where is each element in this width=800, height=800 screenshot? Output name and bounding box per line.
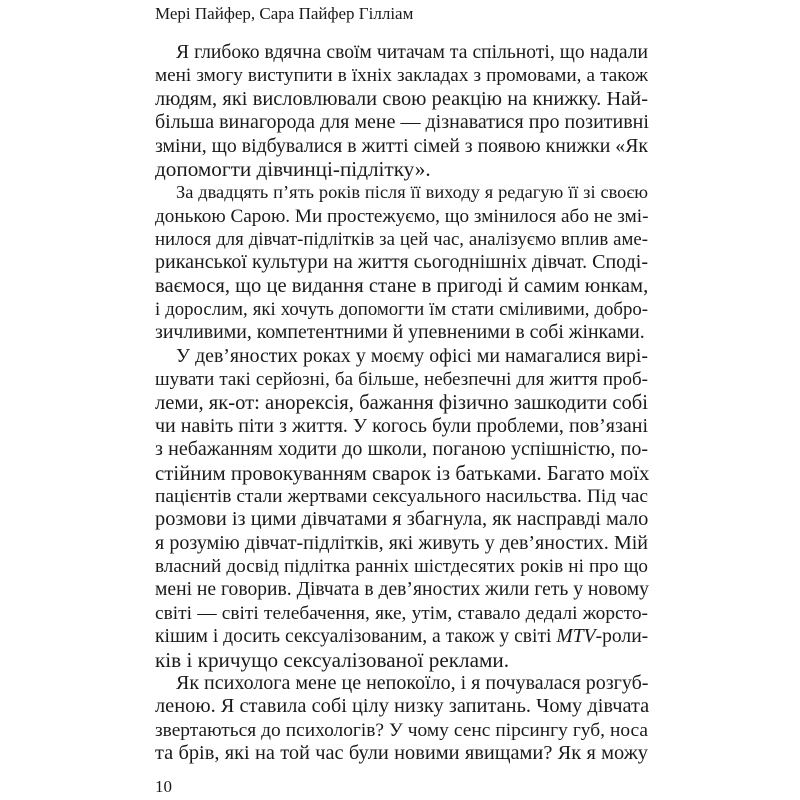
text-line: чи навіть піти з життя. У когось були проблеми, пов’язані <box>155 414 648 437</box>
text-line: Я глибоко вдячна своїм читачам та спільноті, що надали <box>176 42 648 63</box>
text-line: стійним провокуванням сварок із батьками. Багато моїх <box>155 461 650 485</box>
text-line: та брів, які на той час були новими явищами? Як я можу <box>155 742 648 764</box>
text-line: власний досвід підлітка ранніх шістдесятих років ні про що <box>155 556 648 578</box>
text-line: мені не говорив. Дівчата в дев’яностих жили геть у новому <box>155 579 649 601</box>
text-line: людям, які висловлювали свою реакцію на книжку. Най- <box>155 87 648 110</box>
text-line: риканської культури на життя сьогоднішніх дівчат. Сподi- <box>155 251 648 274</box>
text-line: з небажанням ходити до школи, поганою успішністю, по- <box>155 438 648 461</box>
mtv-italic: MTV <box>556 626 596 648</box>
text-line: ків і кричущо сексуалізованої реклами. <box>155 647 510 672</box>
text-line: У дев’яностих роках у моєму офісі ми намагалися вирі- <box>176 344 648 367</box>
page-number: 10 <box>155 777 172 796</box>
text-line: шувати такі серйозні, ба більше, небезпечні для життя проб- <box>155 369 648 391</box>
text-line: нилося для дівчат-підлітків за цей час, аналізуємо вплив аме- <box>155 228 648 250</box>
text-line: я розумію дівчат-підлітків, які живуть у дев’яностих. Мій <box>155 531 648 554</box>
text-line: розмови із цими дівчатами я збагнула, як насправді мало <box>155 508 649 531</box>
running-header: Мері Пайфер, Сара Пайфер Гілліам <box>155 4 414 23</box>
text-line: звертаються до психологів? У чому сенс пірсингу губ, носа <box>155 719 648 741</box>
text-line: Як психолога мене це непокоїло, і я почувалася розгуб- <box>176 671 649 694</box>
text-line: і дорослим, які хочуть допомогти їм стати сміливими, добро- <box>155 299 648 320</box>
text-line: леною. Я ставила собі цілу низку запитань. Чому дівчата <box>155 695 650 718</box>
text-line: більша винагорода для мене — дізнаватися про позитивні <box>155 111 649 134</box>
text-line: кішим і досить сексуалізованим, а також у світі MTV-роли- <box>155 626 649 648</box>
text-line: ваємося, що це видання стане в пригоді й самим юнкам, <box>155 274 649 297</box>
text-line: донькою Сарою. Ми простежуємо, що змінилося або не змі- <box>155 205 649 227</box>
text-line: пацієнтів стали жертвами сексуального насильства. Під час <box>155 486 648 507</box>
text-line: зміни, що відбувалися в житті сімей з появою книжки «Як <box>155 134 648 157</box>
text-line: світі — світі телебачення, яке, утім, ставало дедалі жорсто- <box>155 602 648 624</box>
text-line: допомогти дівчинці-підлітку». <box>155 156 431 181</box>
text-line: мені змогу виступити в їхніх закладах з промовами, а також <box>155 65 648 87</box>
text-line: леми, як-от: анорексія, бажання фізично зашкодити собі <box>155 391 648 414</box>
text-line: За двадцять п’ять років після її виходу я редагую її зі своєю <box>176 182 648 203</box>
text-line: зичливими, компетентними й упевненими в собі жінками. <box>155 321 645 344</box>
